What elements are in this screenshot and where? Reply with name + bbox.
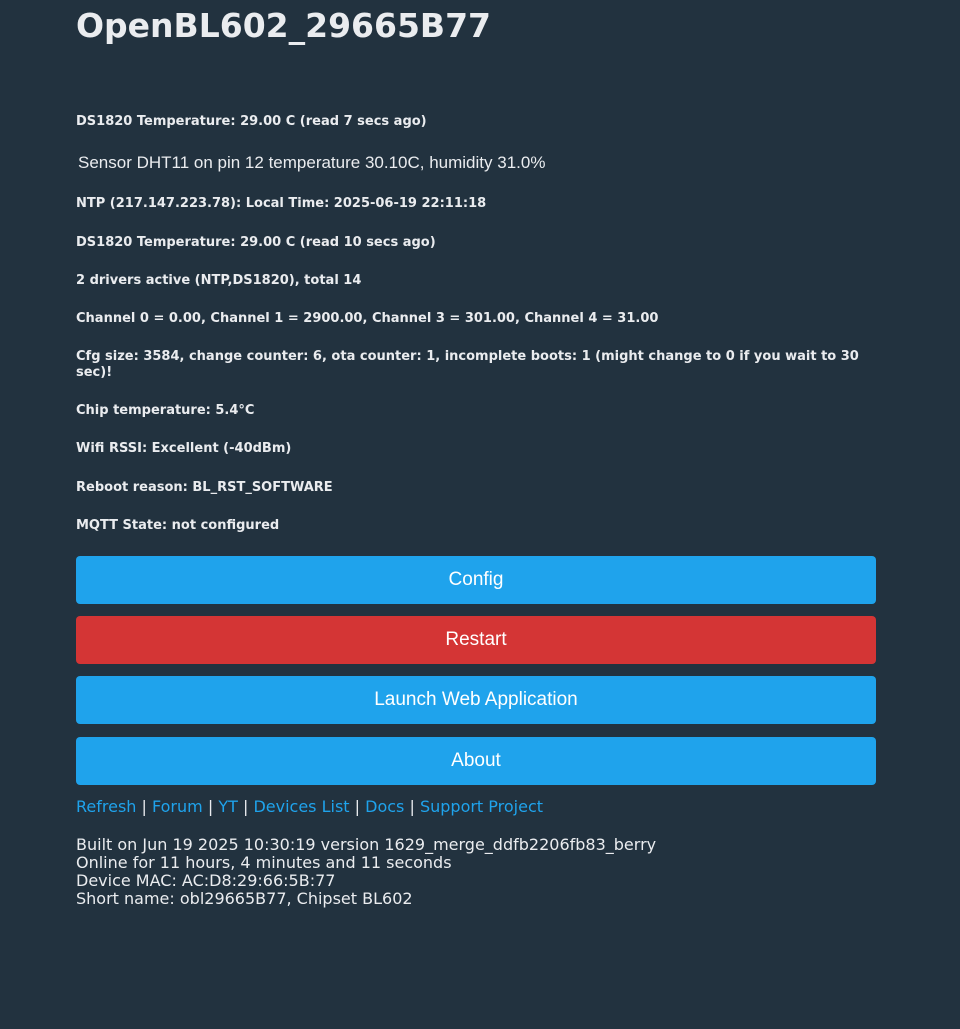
status-channels: Channel 0 = 0.00, Channel 1 = 2900.00, Channel 3 = 301.00, Channel 4 = 31.00 (76, 311, 659, 326)
status-ds1820-2: DS1820 Temperature: 29.00 C (read 10 secs ago) (76, 235, 436, 250)
build-info: Built on Jun 19 2025 10:30:19 version 1629_merge_ddfb2206fb83_berry (76, 835, 657, 854)
about-button[interactable]: About (76, 737, 876, 785)
separator: | (242, 797, 249, 816)
status-ntp: NTP (217.147.223.78): Local Time: 2025-06-19 22:11:18 (76, 196, 487, 211)
status-chip-temp: Chip temperature: 5.4°C (76, 403, 255, 418)
status-wifi-rssi: Wifi RSSI: Excellent (-40dBm) (76, 441, 292, 456)
page-title: OpenBL602_29665B77 (76, 6, 491, 45)
separator: | (207, 797, 214, 816)
footer-links (76, 797, 543, 816)
status-dht11: Sensor DHT11 on pin 12 temperature 30.10C, humidity 31.0% (78, 153, 546, 172)
status-mqtt: MQTT State: not configured (76, 518, 280, 533)
mac-info: Device MAC: AC:D8:29:66:5B:77 (76, 871, 336, 890)
devices-list-link[interactable]: Devices List (253, 797, 350, 816)
status-reboot-reason: Reboot reason: BL_RST_SOFTWARE (76, 480, 333, 495)
status-drivers: 2 drivers active (NTP,DS1820), total 14 (76, 273, 362, 288)
launch-web-app-button[interactable]: Launch Web Application (76, 676, 876, 724)
restart-button[interactable]: Restart (76, 616, 876, 664)
support-project-link[interactable]: Support Project (419, 797, 544, 816)
config-button[interactable]: Config (76, 556, 876, 604)
separator: | (409, 797, 415, 816)
uptime-info: Online for 11 hours, 4 minutes and 11 seconds (76, 853, 452, 872)
refresh-link[interactable]: Refresh (76, 797, 137, 816)
device-info (76, 836, 656, 908)
status-cfg: Cfg size: 3584, change counter: 6, ota counter: 1, incomplete boots: 1 (might change to 0 if you wait to 30 sec)! (76, 349, 859, 380)
separator: | (141, 797, 147, 816)
separator: | (354, 797, 361, 816)
forum-link[interactable]: Forum (152, 797, 203, 816)
docs-link[interactable]: Docs (365, 797, 405, 816)
yt-link[interactable]: YT (218, 797, 238, 816)
short-name-info: Short name: obl29665B77, Chipset BL602 (76, 889, 413, 908)
status-ds1820-1: DS1820 Temperature: 29.00 C (read 7 secs ago) (76, 114, 427, 129)
